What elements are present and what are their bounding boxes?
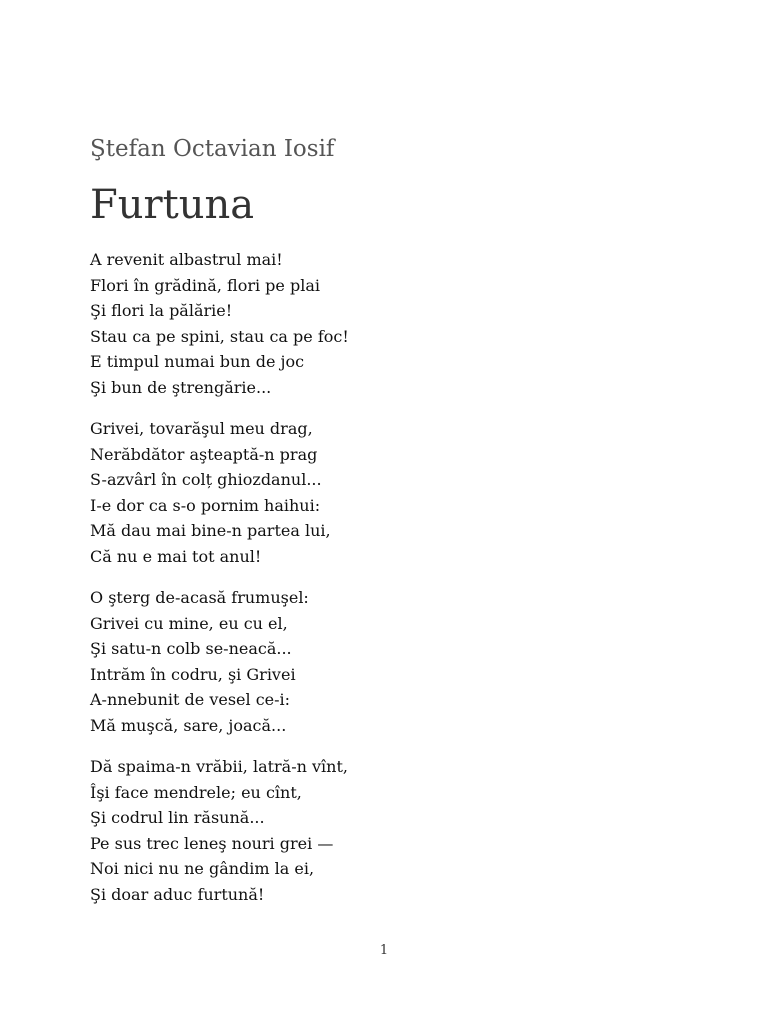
poem-line: Şi codrul lin răsună... [90, 808, 265, 827]
poem-line: Flori în grădină, flori pe plai [90, 275, 320, 295]
poem-line: Grivei cu mine, eu cu el, [90, 613, 288, 633]
poem-line: Îşi face mendrele; eu cînt, [90, 782, 302, 802]
stanza [90, 247, 690, 400]
author-name: Ştefan Octavian Iosif [90, 136, 335, 162]
poem-line: A revenit albastrul mai! [90, 250, 283, 269]
poem-line: Că nu e mai tot anul! [90, 546, 262, 566]
poem-line: Nerăbdător aşteaptă-n prag [90, 444, 318, 464]
poem-line: Mă dau mai bine-n partea lui, [90, 521, 331, 540]
poem-line: Dă spaima-n vrăbii, latră-n vînt, [90, 757, 348, 776]
poem-line: E timpul numai bun de joc [90, 352, 305, 371]
poem-line: S-azvârl în colț ghiozdanul... [90, 470, 322, 489]
stanza [90, 754, 690, 907]
poem-line: Stau ca pe spini, stau ca pe foc! [90, 326, 349, 346]
poem-line: Şi doar aduc furtună! [90, 884, 265, 904]
poem-line: O şterg de-acasă frumuşel: [90, 588, 309, 607]
poem-line: A-nnebunit de vesel ce-i: [90, 690, 291, 709]
stanza [90, 585, 690, 738]
poem-line: Mă muşcă, sare, joacă... [90, 715, 287, 735]
poem-line: I-e dor ca s-o pornim haihui: [90, 495, 321, 515]
poem-line: Intrăm în codru, şi Grivei [90, 664, 296, 684]
poem-title: Furtuna [90, 182, 255, 228]
poem-body [90, 247, 690, 923]
stanza [90, 416, 690, 569]
page-number: 1 [379, 943, 389, 958]
poem-line: Grivei, tovarăşul meu drag, [90, 419, 313, 438]
poem-line: Şi satu-n colb se-neacă... [90, 639, 292, 658]
poem-line: Şi flori la pălărie! [90, 301, 233, 320]
poem-line: Noi nici nu ne gândim la ei, [90, 859, 315, 878]
poem-line: Şi bun de ştrengărie... [90, 377, 272, 397]
poem-line: Pe sus trec leneş nouri grei — [90, 833, 334, 853]
